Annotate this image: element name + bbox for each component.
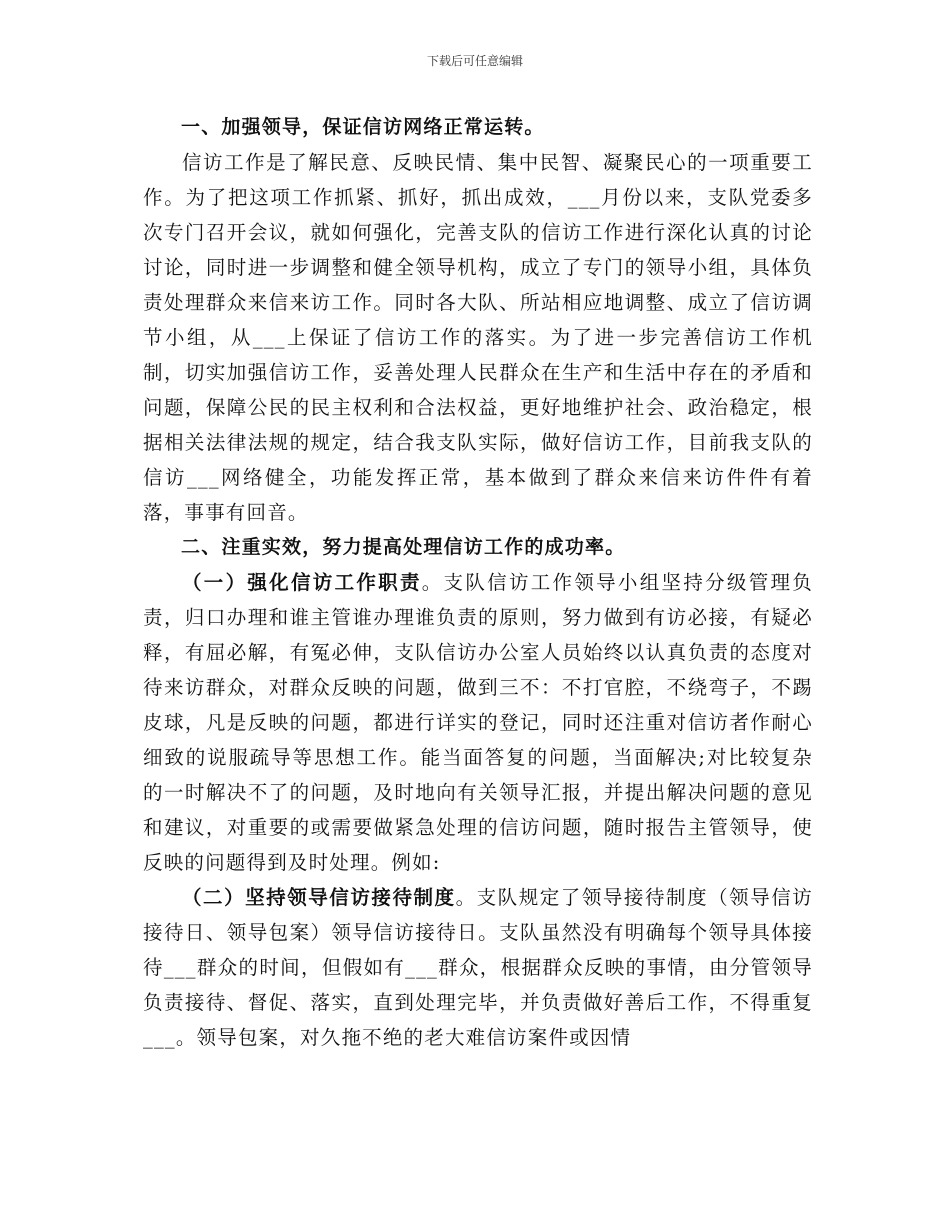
subheading-1: （一）强化信访工作职责	[182, 571, 422, 594]
paragraph-3-text: 。支队规定了领导接待制度（领导信访接待日、领导包案）领导信访接待日。支队虽然没有明确每个领导具体接待___群众的时间，但假如有___群众，根据群众反映的事情，由分管领导负责接待、督促、落实，直到处理完毕，并负责做好善后工作，不得重复___。领导包案，对久拖不绝的老大难信访案件或因情	[143, 886, 813, 1049]
page-header: 下载后可任意编辑	[426, 54, 523, 68]
paragraph-2-text: 。支队信访工作领导小组坚持分级管理负责，归口办理和谁主管谁办理谁负责的原则，努力做到有访必接，有疑必释，有屈必解，有冤必伸，支队信访办公室人员始终以认真负责的态度对待来访群众，对群众反映的问题，做到三不：不打官腔，不绕弯子，不踢皮球，凡是反映的问题，都进行详实的登记，同时还注重对信访者作耐心细致的说服疏导等思想工作。能当面答复的问题，当面解决;对比较复杂的一时解决不了的问题，及时地向有关领导汇报，并提出解决问题的意见和建议，对重要的或需要做紧急处理的信访问题，随时报告主管领导，使反映的问题得到及时处理。例如:	[143, 571, 813, 874]
paragraph-3	[143, 880, 813, 1055]
paragraph-2	[143, 565, 813, 880]
section-heading-2: 二、注重实效，努力提高处理信访工作的成功率。	[181, 536, 626, 558]
subheading-2: （二）坚持领导信访接待制度	[182, 886, 456, 909]
section-heading-1: 一、加强领导，保证信访网络正常运转。	[181, 116, 545, 138]
document-body	[143, 110, 813, 1055]
paragraph-1: 信访工作是了解民意、反映民情、集中民智、凝聚民心的一项重要工作。为了把这项工作抓紧、抓好，抓出成效，___月份以来，支队党委多次专门召开会议，就如何强化，完善支队的信访工作进行深化认真的讨论讨论，同时进一步调整和健全领导机构，成立了专门的领导小组，具体负责处理群众来信来访工作。同时各大队、所站相应地调整、成立了信访调节小组，从___上保证了信访工作的落实。为了进一步完善信访工作机制，切实加强信访工作，妥善处理人民群众在生产和生活中存在的矛盾和问题，保障公民的民主权利和合法权益，更好地维护社会、政治稳定，根据相关法律法规的规定，结合我支队实际，做好信访工作，目前我支队的信访___网络健全，功能发挥正常，基本做到了群众来信来访件件有着落，事事有回音。	[143, 151, 813, 524]
